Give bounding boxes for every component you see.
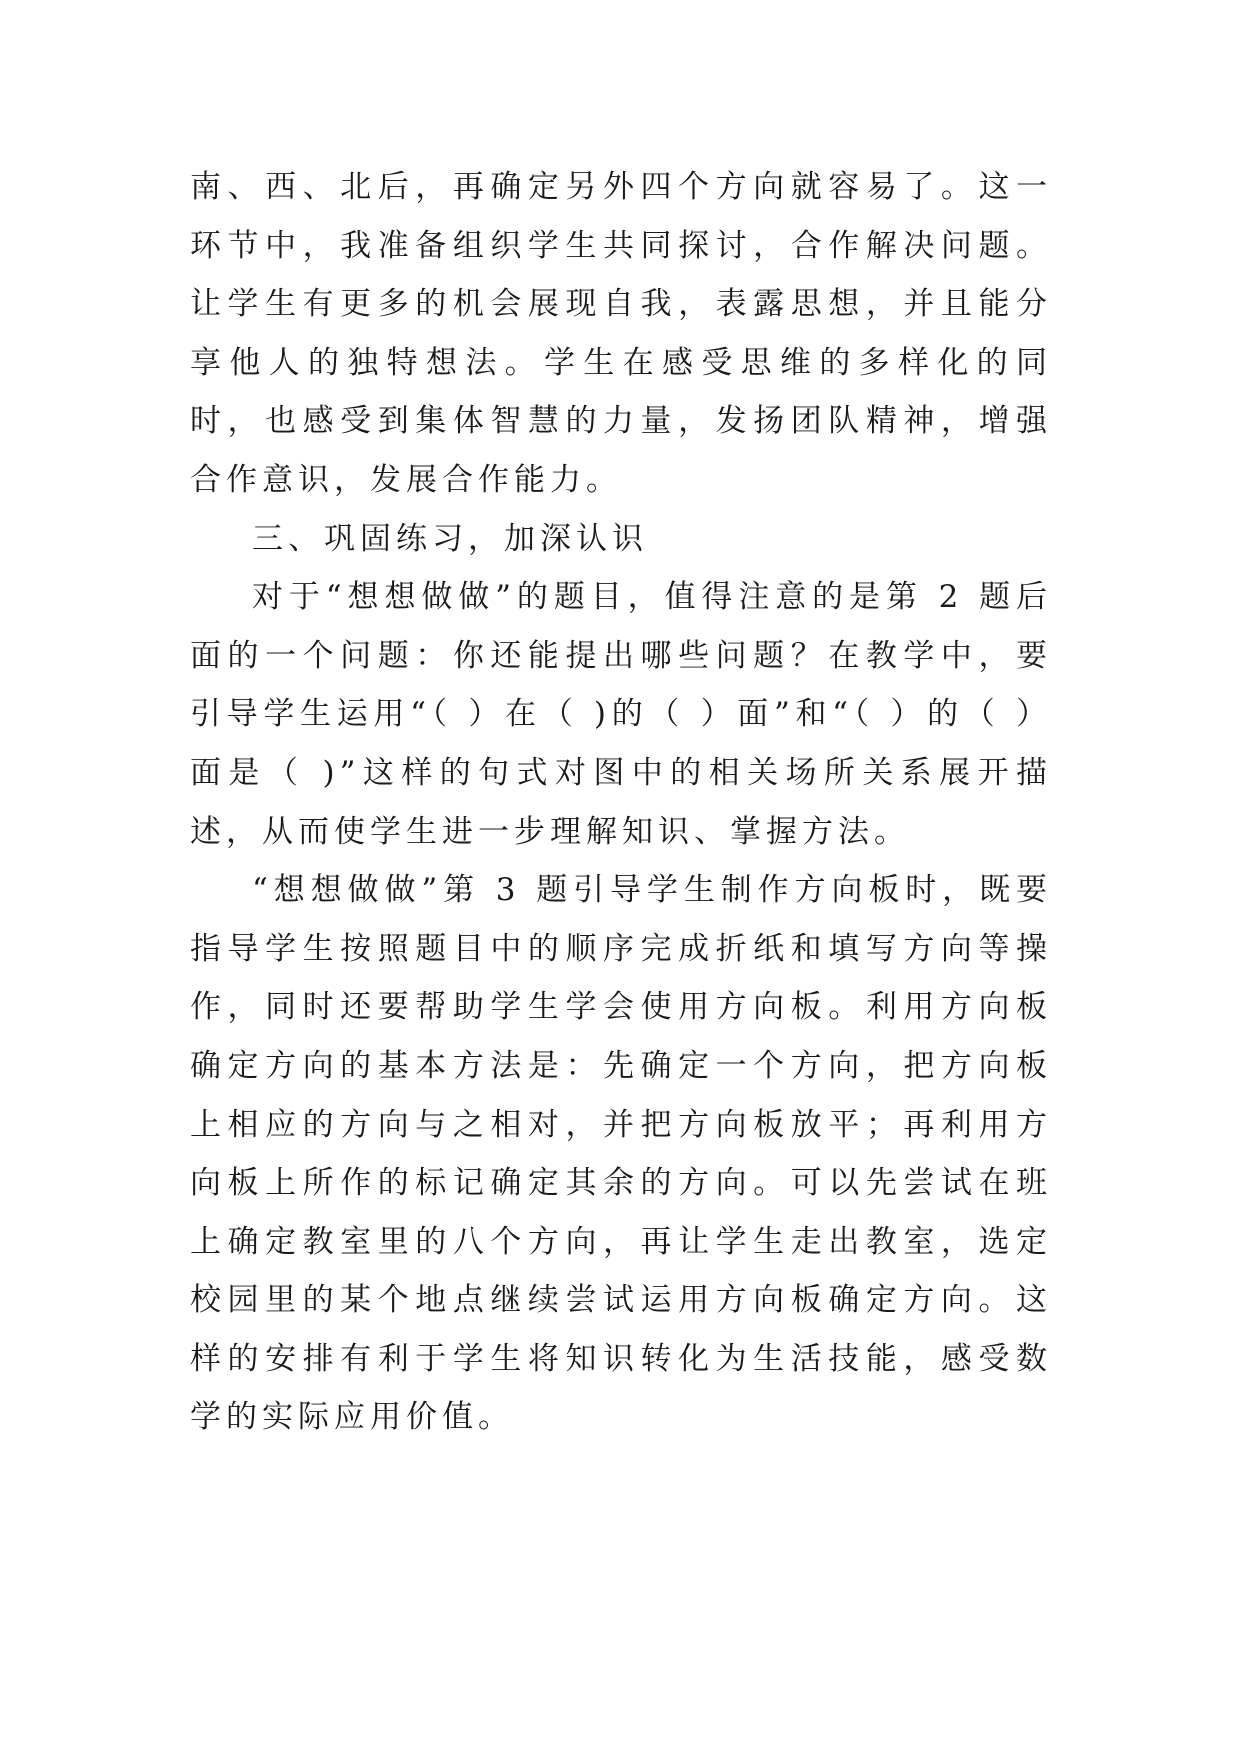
section-heading-consolidation: 三、巩固练习，加深认识 (252, 520, 648, 557)
paragraph-exercise-2: 对于“想想做做”的题目，值得注意的是第 2 题后面的一个问题：你还能提出哪些问题？在教学中，要引导学生运用“（ ）在（ )的（ ）面”和“（ ）的（ ）面是（ )”这样的句式对图中的相关场所关系展开描述，从而使学生进一步理解知识、掌握方法。 (190, 579, 1052, 850)
paragraph-exercise-3: “想想做做”第 3 题引导学生制作方向板时，既要指导学生按照题目中的顺序完成折纸和填写方向等操作，同时还要帮助学生学会使用方向板。利用方向板确定方向的基本方法是：先确定一个方向，把方向板上相应的方向与之相对，并把方向板放平；再利用方向板上所作的标记确定其余的方向。可以先尝试在班上确定教室里的八个方向，再让学生走出教室，选定校园里的某个地点继续尝试运用方向板确定方向。这样的安排有利于学生将知识转化为生活技能，感受数学的实际应用价值。 (190, 872, 1052, 1436)
document-body (190, 158, 1052, 1447)
paragraph-continuation: 南、西、北后，再确定另外四个方向就容易了。这一环节中，我准备组织学生共同探讨，合作解决问题。让学生有更多的机会展现自我，表露思想，并且能分享他人的独特想法。学生在感受思维的多样化的同时，也感受到集体智慧的力量，发扬团队精神，增强合作意识，发展合作能力。 (190, 169, 1052, 498)
